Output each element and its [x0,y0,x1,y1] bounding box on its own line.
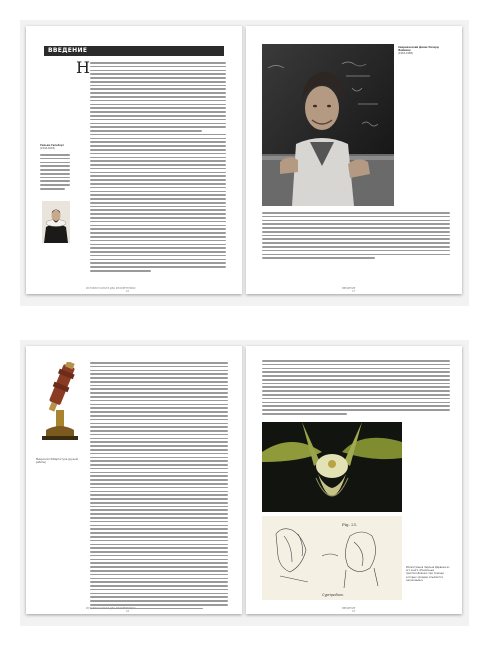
chapter-heading: ВВЕДЕНИЕ [44,46,224,56]
feynman-caption-name: Американский физик Ричард Фейнман [398,46,439,53]
orchid-photo [262,422,402,512]
portrait-caption [40,144,70,150]
feynman-caption-dates: (1918-1988) [398,52,413,56]
gilbert-portrait [42,201,70,243]
page-number: 17 [352,290,356,293]
page-number: 18 [126,610,130,613]
portrait-caption-name: Уильям Гильберт [40,144,64,147]
feynman-caption [398,46,450,56]
portrait-caption-dates: (1544-1603) [40,147,55,151]
darwin-plate [262,516,402,600]
page-number: 16 [126,290,130,293]
drop-cap: Н [76,58,90,77]
feynman-photo [262,44,394,206]
page-footer: ВВЕДЕНИЕ [342,287,356,290]
page-19 [246,346,462,614]
page-17 [246,26,462,294]
plate-label: Fig. 21. [342,522,358,527]
page-footer: ВВЕДЕНИЕ [342,607,356,610]
plate-sublabel: Cypripedium. [322,593,344,597]
page-footer: ИСТОРИЯ НАУКИ В ДВА ИЗОБРЕТЕНИЯХ [86,607,136,610]
top-spread [20,20,469,306]
body-text-column [90,62,226,272]
body-text-column [90,362,228,609]
darwin-plate-caption: Иллюстрация Чарльза Дарвина из его книги «Различные приспособления, при помощи которых орхидеи опыляются насекомыми» [406,566,450,582]
hooke-microscope-image [34,362,84,442]
body-text-column [262,360,450,415]
bottom-spread [20,340,469,626]
page-18 [26,346,242,614]
body-text-column [262,212,450,259]
microscope-caption: Микроскоп Роберта Гука (ручной работы) [36,458,78,465]
portrait-caption-text [40,154,70,190]
page-number: 19 [352,610,356,613]
page-16 [26,26,242,294]
page-footer: ИСТОРИЯ НАУКИ В ДВА ИЗОБРЕТЕНИЯХ [86,287,136,290]
